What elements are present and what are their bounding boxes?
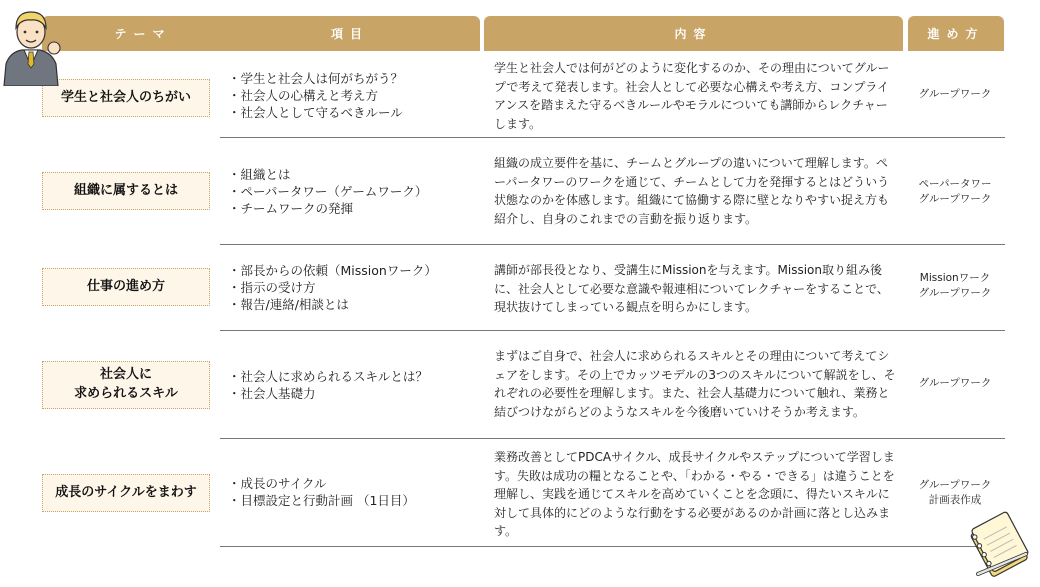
method-line: グループワーク — [918, 479, 992, 491]
item-list — [228, 263, 473, 314]
item-list — [228, 476, 473, 510]
row-divider — [220, 137, 1005, 138]
method-text — [905, 87, 1005, 102]
theme-box-how-to-work: 仕事の進め方 — [42, 268, 210, 306]
list-item: ・社会人に求められるスキルとは？ — [228, 369, 428, 384]
businessman-illustration — [0, 6, 62, 86]
row-divider — [220, 546, 1005, 547]
list-item: ・社会人として守るべきルール — [228, 104, 403, 120]
content-text: 講師が部長役となり、受講生にMissionを与えます。Mission取り組み後に、社会人として必要な意識や報連相についてレクチャーをすることで、現状抜けてしまっている観点を明らかにします。 — [494, 263, 889, 315]
theme-line: 求められるスキル — [74, 386, 178, 401]
method-text — [905, 376, 1005, 391]
list-item: ・ペーパータワー（ゲームワーク） — [228, 183, 428, 199]
row-divider — [220, 438, 1005, 439]
header-theme: テーマ — [42, 16, 244, 51]
list-item: ・チームワークの発揮 — [228, 200, 354, 216]
method-line: Missionワーク — [919, 272, 991, 284]
list-item: ・社会人基礎力 — [228, 385, 316, 401]
content-text: まずはご自身で、社会人に求められるスキルとその理由について考えてシェアをします。その上でカッツモデルの3つのスキルについて解説をし、それぞれの必要性を理解します。また、社会人基礎力について触れ、業務と結びつけながらどのようなスキルを今後磨いていけそうか考えます。 — [494, 349, 896, 419]
list-item: ・社会人の心構えと考え方 — [228, 87, 379, 103]
theme-box-student-vs-worker: 学生と社会人のちがい — [42, 79, 210, 117]
method-line: グループワーク — [918, 193, 992, 206]
method-text — [905, 271, 1005, 301]
list-item: ・学生と社会人は何がちがう？ — [228, 71, 404, 86]
list-item: ・組織とは — [228, 167, 291, 182]
item-list — [228, 71, 473, 122]
row-divider — [220, 330, 1005, 331]
list-item: ・部長からの依頼（Missionワーク） — [228, 263, 437, 278]
theme-line: 社会人に — [99, 367, 152, 383]
item-list — [228, 369, 473, 403]
method-line: ペーパータワー — [918, 178, 992, 190]
content-text: 業務改善としてPDCAサイクル、成長サイクルやステップについて学習します。失敗は成功の糧となることや、「わかる・やる・できる」は違うことを理解し、実践を通じてスキルを高めていくことを念頭に、得たいスキルに対して具体的にどのような行動をする必要があるのか計画に落とし込みます。 — [494, 450, 895, 539]
notebook-pen-illustration — [968, 508, 1032, 580]
item-list — [228, 167, 473, 218]
method-text — [905, 478, 1005, 508]
content-text: 学生と社会人では何がどのように変化するのか、その理由についてグループで考えて発表します。社会人として必要な心構えや考え方、コンプライアンスを踏まえた守るべきルールやモラルについても講師からレクチャーします。 — [494, 61, 890, 131]
header-item: 項目 — [220, 16, 480, 51]
list-item: ・報告/連絡/相談とは — [228, 296, 349, 312]
method-line: グループワーク — [918, 88, 992, 100]
header-method: 進め方 — [908, 16, 1004, 51]
list-item: ・指示の受け方 — [228, 279, 316, 295]
header-content: 内容 — [484, 16, 903, 51]
theme-box-required-skills — [42, 361, 210, 409]
theme-box-belonging-to-org: 組織に属するとは — [42, 172, 210, 210]
method-text — [905, 177, 1005, 207]
method-line: 計画表作成 — [928, 494, 982, 507]
list-item: ・成長のサイクル — [228, 476, 327, 491]
row-divider — [220, 244, 1005, 245]
list-item: ・目標設定と行動計画 （1日目） — [228, 492, 415, 508]
method-line: グループワーク — [918, 287, 992, 300]
content-text: 組織の成立要件を基に、チームとグループの違いについて理解します。ペーパータワーのワークを通じて、チームとして力を発揮するとはどういう状態なのかを体感します。組織にて協働する際に壁となりやすい捉え方も紹介し、自身のこれまでの言動を振り返ります。 — [494, 156, 890, 226]
method-line: グループワーク — [918, 377, 992, 389]
theme-box-growth-cycle: 成長のサイクルをまわす — [42, 474, 210, 512]
